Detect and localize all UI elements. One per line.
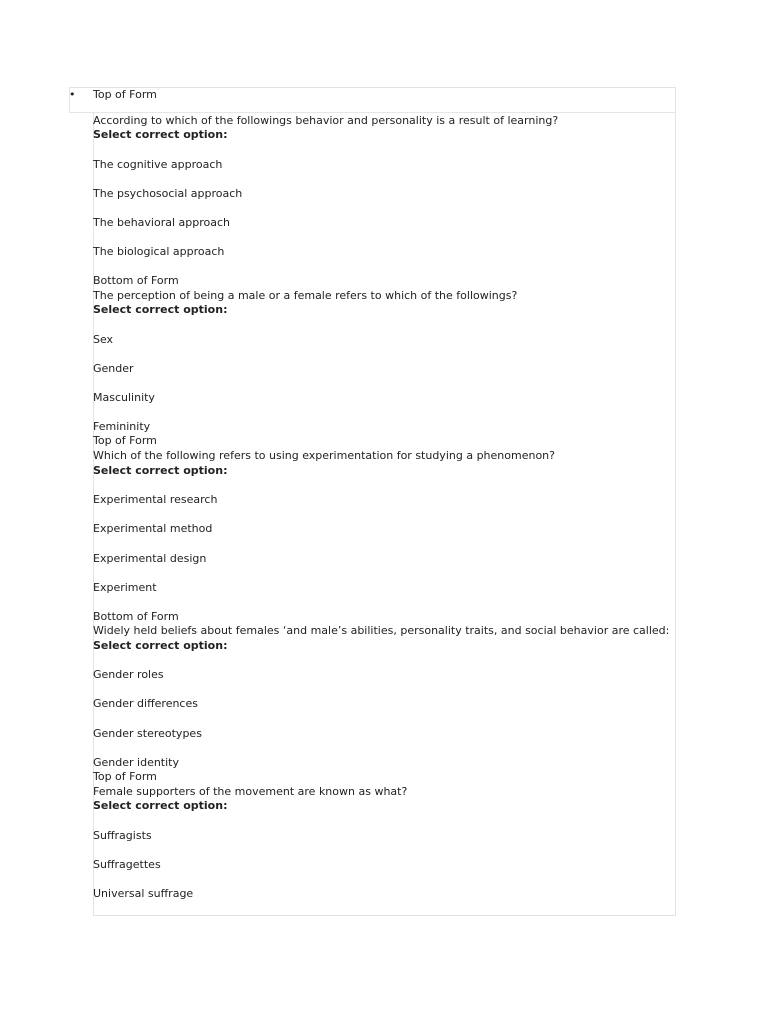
bottom-of-form-marker: Bottom of Form (93, 274, 179, 287)
answer-option: Experiment (93, 581, 157, 594)
list-bullet: • (69, 88, 76, 101)
form-frame-top (69, 87, 676, 113)
question-text: Widely held beliefs about females ‘and male’s abilities, personality traits, and social behavior are called: (93, 624, 670, 637)
answer-option: Gender differences (93, 697, 198, 710)
select-option-label: Select correct option: (93, 464, 228, 477)
select-option-label: Select correct option: (93, 128, 228, 141)
top-of-form-marker: Top of Form (93, 770, 157, 783)
answer-option: Universal suffrage (93, 887, 194, 900)
answer-option: Experimental design (93, 552, 207, 565)
answer-option: Gender stereotypes (93, 727, 202, 740)
bottom-of-form-marker: Bottom of Form (93, 610, 179, 623)
answer-option: Experimental research (93, 493, 218, 506)
answer-option: Masculinity (93, 391, 155, 404)
answer-option: Femininity (93, 420, 151, 433)
top-of-form-marker: Top of Form (93, 88, 157, 101)
select-option-label: Select correct option: (93, 639, 228, 652)
answer-option: Gender (93, 362, 134, 375)
answer-option: The cognitive approach (93, 158, 223, 171)
answer-option: Suffragettes (93, 858, 161, 871)
top-of-form-marker: Top of Form (93, 434, 157, 447)
answer-option: The behavioral approach (93, 216, 231, 229)
question-text: According to which of the followings behavior and personality is a result of learning? (93, 114, 559, 127)
question-text: Female supporters of the movement are known as what? (93, 785, 408, 798)
answer-option: Gender roles (93, 668, 164, 681)
answer-option: Sex (93, 333, 114, 346)
answer-option: The psychosocial approach (93, 187, 243, 200)
answer-option: Suffragists (93, 829, 152, 842)
answer-option: Experimental method (93, 522, 213, 535)
answer-option: Gender identity (93, 756, 180, 769)
question-text: Which of the following refers to using experimentation for studying a phenomenon? (93, 449, 555, 462)
select-option-label: Select correct option: (93, 799, 228, 812)
select-option-label: Select correct option: (93, 303, 228, 316)
answer-option: The biological approach (93, 245, 225, 258)
question-text: The perception of being a male or a female refers to which of the followings? (93, 289, 518, 302)
